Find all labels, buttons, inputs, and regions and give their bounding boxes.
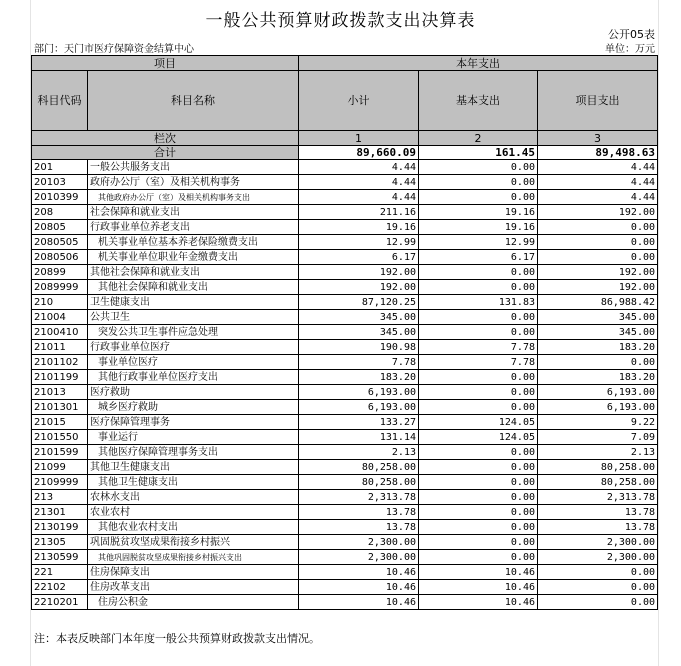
row-subtotal: 192.00 <box>299 280 419 295</box>
row-project: 192.00 <box>538 205 658 220</box>
row-project: 183.20 <box>538 370 658 385</box>
table-row <box>32 340 658 355</box>
total-label: 合计 <box>32 146 299 160</box>
row-basic: 0.00 <box>419 385 538 400</box>
table-row <box>32 235 658 250</box>
row-project: 0.00 <box>538 235 658 250</box>
row-code: 2101550 <box>32 430 88 445</box>
table-row <box>32 220 658 235</box>
row-basic: 0.00 <box>419 490 538 505</box>
row-project: 2,300.00 <box>538 535 658 550</box>
row-subtotal: 10.46 <box>299 580 419 595</box>
row-subtotal: 345.00 <box>299 310 419 325</box>
row-project: 2.13 <box>538 445 658 460</box>
row-subtotal: 19.16 <box>299 220 419 235</box>
row-subtotal: 80,258.00 <box>299 460 419 475</box>
row-code: 2101599 <box>32 445 88 460</box>
row-basic: 0.00 <box>419 520 538 535</box>
table-row <box>32 580 658 595</box>
row-basic: 7.78 <box>419 340 538 355</box>
row-code: 21301 <box>32 505 88 520</box>
column-index-2: 2 <box>419 131 538 146</box>
row-basic: 0.00 <box>419 265 538 280</box>
row-basic: 10.46 <box>419 580 538 595</box>
row-project: 80,258.00 <box>538 475 658 490</box>
row-name: 一般公共服务支出 <box>88 160 299 175</box>
row-basic: 124.05 <box>419 430 538 445</box>
row-name: 医疗保障管理事务 <box>88 415 299 430</box>
row-name: 医疗救助 <box>88 385 299 400</box>
row-project: 192.00 <box>538 280 658 295</box>
row-basic: 0.00 <box>419 325 538 340</box>
row-project: 0.00 <box>538 355 658 370</box>
row-subtotal: 4.44 <box>299 175 419 190</box>
row-basic: 124.05 <box>419 415 538 430</box>
row-basic: 6.17 <box>419 250 538 265</box>
row-basic: 0.00 <box>419 535 538 550</box>
row-project: 0.00 <box>538 220 658 235</box>
row-name: 事业运行 <box>88 430 299 445</box>
table-row <box>32 295 658 310</box>
row-name: 突发公共卫生事件应急处理 <box>88 325 299 340</box>
header-project-expense: 项目支出 <box>538 71 658 131</box>
row-name: 社会保障和就业支出 <box>88 205 299 220</box>
row-name: 卫生健康支出 <box>88 295 299 310</box>
row-code: 21004 <box>32 310 88 325</box>
table-row <box>32 460 658 475</box>
table-row <box>32 475 658 490</box>
header-code: 科目代码 <box>32 71 88 131</box>
row-name: 城乡医疗救助 <box>88 400 299 415</box>
row-basic: 0.00 <box>419 460 538 475</box>
row-project: 2,300.00 <box>538 550 658 565</box>
row-subtotal: 345.00 <box>299 325 419 340</box>
row-code: 22102 <box>32 580 88 595</box>
expenditure-table <box>31 55 658 610</box>
row-name: 农林水支出 <box>88 490 299 505</box>
row-subtotal: 6,193.00 <box>299 400 419 415</box>
table-row <box>32 190 658 205</box>
row-basic: 0.00 <box>419 445 538 460</box>
row-code: 2010399 <box>32 190 88 205</box>
row-code: 20899 <box>32 265 88 280</box>
row-project: 345.00 <box>538 325 658 340</box>
column-index-1: 1 <box>299 131 419 146</box>
row-basic: 10.46 <box>419 565 538 580</box>
row-name: 机关事业单位基本养老保险缴费支出 <box>88 235 299 250</box>
sheet-gridline <box>658 0 659 666</box>
row-name: 其他卫生健康支出 <box>88 475 299 490</box>
table-row <box>32 520 658 535</box>
table-row <box>32 535 658 550</box>
row-name: 行政事业单位医疗 <box>88 340 299 355</box>
row-code: 208 <box>32 205 88 220</box>
row-code: 213 <box>32 490 88 505</box>
row-name: 其他医疗保障管理事务支出 <box>88 445 299 460</box>
table-row <box>32 385 658 400</box>
table-row <box>32 310 658 325</box>
row-code: 2100410 <box>32 325 88 340</box>
row-subtotal: 12.99 <box>299 235 419 250</box>
row-name: 巩固脱贫攻坚成果衔接乡村振兴 <box>88 535 299 550</box>
row-name: 其他农业农村支出 <box>88 520 299 535</box>
row-basic: 0.00 <box>419 190 538 205</box>
row-name: 政府办公厅（室）及相关机构事务 <box>88 175 299 190</box>
table-row <box>32 280 658 295</box>
row-basic: 0.00 <box>419 505 538 520</box>
row-subtotal: 2,300.00 <box>299 550 419 565</box>
row-code: 2101199 <box>32 370 88 385</box>
row-code: 21099 <box>32 460 88 475</box>
table-row <box>32 565 658 580</box>
row-project: 4.44 <box>538 190 658 205</box>
row-basic: 0.00 <box>419 475 538 490</box>
row-code: 2080506 <box>32 250 88 265</box>
row-basic: 0.00 <box>419 160 538 175</box>
row-project: 13.78 <box>538 520 658 535</box>
column-index-label: 栏次 <box>32 131 299 146</box>
header-subtotal: 小计 <box>299 71 419 131</box>
header-name: 科目名称 <box>88 71 299 131</box>
form-number: 公开05表 <box>608 28 655 41</box>
row-subtotal: 10.46 <box>299 565 419 580</box>
row-basic: 0.00 <box>419 400 538 415</box>
row-basic: 19.16 <box>419 220 538 235</box>
row-project: 345.00 <box>538 310 658 325</box>
row-project: 6,193.00 <box>538 385 658 400</box>
table-row <box>32 505 658 520</box>
row-code: 20103 <box>32 175 88 190</box>
row-project: 192.00 <box>538 265 658 280</box>
row-project: 0.00 <box>538 580 658 595</box>
row-code: 21011 <box>32 340 88 355</box>
row-project: 7.09 <box>538 430 658 445</box>
total-basic: 161.45 <box>419 146 538 160</box>
row-subtotal: 2,313.78 <box>299 490 419 505</box>
header-basic: 基本支出 <box>419 71 538 131</box>
row-subtotal: 133.27 <box>299 415 419 430</box>
row-basic: 12.99 <box>419 235 538 250</box>
table-row <box>32 490 658 505</box>
row-project: 0.00 <box>538 565 658 580</box>
row-subtotal: 190.98 <box>299 340 419 355</box>
row-subtotal: 183.20 <box>299 370 419 385</box>
header-current-year: 本年支出 <box>299 56 658 71</box>
row-name: 其他行政事业单位医疗支出 <box>88 370 299 385</box>
row-project: 0.00 <box>538 250 658 265</box>
row-project: 2,313.78 <box>538 490 658 505</box>
total-project: 89,498.63 <box>538 146 658 160</box>
row-subtotal: 87,120.25 <box>299 295 419 310</box>
page-title: 一般公共预算财政拨款支出决算表 <box>205 11 476 31</box>
table-row <box>32 355 658 370</box>
table-row <box>32 400 658 415</box>
row-basic: 0.00 <box>419 175 538 190</box>
row-code: 2210201 <box>32 595 88 610</box>
table-row <box>32 250 658 265</box>
footer-note: 注：本表反映部门本年度一般公共预算财政拨款支出情况。 <box>34 632 320 645</box>
row-name: 其他巩固脱贫攻坚成果衔接乡村振兴支出 <box>88 550 299 565</box>
row-code: 2080505 <box>32 235 88 250</box>
table-row <box>32 205 658 220</box>
row-project: 86,988.42 <box>538 295 658 310</box>
row-code: 221 <box>32 565 88 580</box>
row-code: 210 <box>32 295 88 310</box>
row-subtotal: 211.16 <box>299 205 419 220</box>
table-row <box>32 175 658 190</box>
row-code: 201 <box>32 160 88 175</box>
table-row <box>32 370 658 385</box>
row-basic: 0.00 <box>419 280 538 295</box>
table-row <box>32 445 658 460</box>
table-row <box>32 265 658 280</box>
row-subtotal: 131.14 <box>299 430 419 445</box>
row-subtotal: 80,258.00 <box>299 475 419 490</box>
row-name: 其他社会保障和就业支出 <box>88 280 299 295</box>
row-subtotal: 4.44 <box>299 190 419 205</box>
row-project: 183.20 <box>538 340 658 355</box>
row-subtotal: 6.17 <box>299 250 419 265</box>
row-project: 4.44 <box>538 160 658 175</box>
row-basic: 0.00 <box>419 370 538 385</box>
table-row <box>32 325 658 340</box>
row-name: 行政事业单位养老支出 <box>88 220 299 235</box>
row-code: 2089999 <box>32 280 88 295</box>
row-name: 住房保障支出 <box>88 565 299 580</box>
table-row <box>32 160 658 175</box>
row-subtotal: 2.13 <box>299 445 419 460</box>
table-row <box>32 550 658 565</box>
row-project: 4.44 <box>538 175 658 190</box>
row-project: 80,258.00 <box>538 460 658 475</box>
row-project: 6,193.00 <box>538 400 658 415</box>
row-name: 农业农村 <box>88 505 299 520</box>
row-name: 其他政府办公厅（室）及相关机构事务支出 <box>88 190 299 205</box>
row-basic: 10.46 <box>419 595 538 610</box>
row-subtotal: 13.78 <box>299 520 419 535</box>
unit-label: 单位：万元 <box>605 44 655 55</box>
row-project: 0.00 <box>538 595 658 610</box>
row-subtotal: 4.44 <box>299 160 419 175</box>
row-code: 21015 <box>32 415 88 430</box>
row-code: 2101102 <box>32 355 88 370</box>
table-row <box>32 595 658 610</box>
row-subtotal: 192.00 <box>299 265 419 280</box>
row-code: 2130599 <box>32 550 88 565</box>
row-name: 机关事业单位职业年金缴费支出 <box>88 250 299 265</box>
row-name: 其他社会保障和就业支出 <box>88 265 299 280</box>
row-basic: 7.78 <box>419 355 538 370</box>
table-row <box>32 415 658 430</box>
row-basic: 0.00 <box>419 310 538 325</box>
row-code: 2130199 <box>32 520 88 535</box>
row-code: 20805 <box>32 220 88 235</box>
table-row <box>32 430 658 445</box>
row-name: 事业单位医疗 <box>88 355 299 370</box>
column-index-3: 3 <box>538 131 658 146</box>
row-basic: 0.00 <box>419 550 538 565</box>
department-label: 部门：天门市医疗保障资金结算中心 <box>34 44 194 55</box>
row-name: 其他卫生健康支出 <box>88 460 299 475</box>
row-basic: 19.16 <box>419 205 538 220</box>
row-project: 9.22 <box>538 415 658 430</box>
row-project: 13.78 <box>538 505 658 520</box>
row-basic: 131.83 <box>419 295 538 310</box>
row-code: 2101301 <box>32 400 88 415</box>
header-project: 项目 <box>32 56 299 71</box>
row-code: 2109999 <box>32 475 88 490</box>
row-name: 公共卫生 <box>88 310 299 325</box>
row-subtotal: 10.46 <box>299 595 419 610</box>
row-subtotal: 13.78 <box>299 505 419 520</box>
row-name: 住房改革支出 <box>88 580 299 595</box>
row-subtotal: 6,193.00 <box>299 385 419 400</box>
row-code: 21013 <box>32 385 88 400</box>
row-subtotal: 2,300.00 <box>299 535 419 550</box>
row-name: 住房公积金 <box>88 595 299 610</box>
row-subtotal: 7.78 <box>299 355 419 370</box>
row-code: 21305 <box>32 535 88 550</box>
total-subtotal: 89,660.09 <box>299 146 419 160</box>
